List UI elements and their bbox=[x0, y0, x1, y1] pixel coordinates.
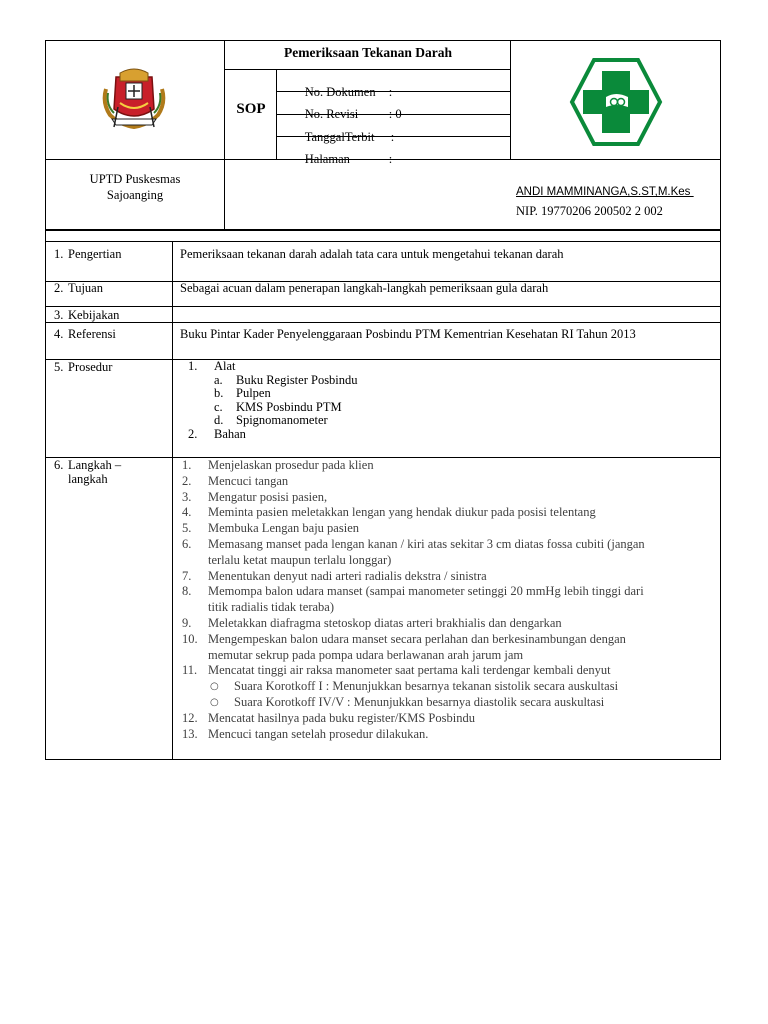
step-number: 4. bbox=[182, 505, 192, 520]
document-title: Pemeriksaan Tekanan Darah bbox=[283, 45, 453, 60]
list-item-alat: 1. Alat bbox=[188, 359, 236, 373]
step-text: Mencatat tinggi air raksa manometer saat pertama kali terdengar kembali denyut bbox=[208, 663, 611, 678]
step-text: memutar sekrup pada pompa udara berlawanan arah jarum jam bbox=[208, 647, 524, 662]
list-item-bahan: 2. Bahan bbox=[188, 426, 246, 441]
meta-halaman: Halaman : bbox=[304, 152, 393, 166]
step-text: Mencatat hasilnya pada buku register/KMS Posbindu bbox=[208, 710, 475, 725]
step-number: 10. bbox=[182, 631, 198, 646]
step-number: 13. bbox=[182, 726, 198, 741]
step-number: 6. bbox=[182, 536, 192, 551]
step-number: 9. bbox=[182, 615, 192, 630]
regional-emblem-icon bbox=[98, 63, 170, 133]
step-number: 12. bbox=[182, 710, 198, 725]
step-text: Mengatur posisi pasien, bbox=[208, 489, 328, 504]
step-text: terlalu ketat maupun terlalu longgar) bbox=[208, 552, 392, 567]
label-pengertian: 1. Pengertian bbox=[54, 247, 122, 261]
puskesmas-logo-icon bbox=[568, 57, 664, 147]
step-text: Meletakkan diafragma stetoskop diatas arteri brakhialis dan dengarkan bbox=[208, 615, 562, 630]
text-pengertian: Pemeriksaan tekanan darah adalah tata cara untuk mengetahui tekanan darah bbox=[180, 247, 564, 261]
step-number: 5. bbox=[182, 521, 192, 536]
signer-nip: NIP. 19770206 200502 2 002 bbox=[516, 204, 663, 218]
circle-bullet-icon: ○ bbox=[210, 681, 219, 693]
step-item bbox=[182, 616, 645, 632]
step-item bbox=[182, 632, 645, 664]
step-text: Meminta pasien meletakkan lengan yang hendak diukur pada posisi telentang bbox=[208, 505, 596, 520]
step-number: 1. bbox=[182, 458, 192, 472]
list-item: a. Buku Register Posbindu bbox=[214, 372, 358, 387]
meta-tanggal-terbit: TanggalTerbit : bbox=[304, 130, 395, 144]
step-text: Menjelaskan prosedur pada klien bbox=[208, 458, 374, 472]
step-item bbox=[182, 474, 645, 490]
circle-bullet-icon: ○ bbox=[210, 696, 219, 708]
step-text: Mencuci tangan bbox=[208, 473, 289, 488]
step-item bbox=[182, 537, 645, 569]
step-number: 3. bbox=[182, 489, 192, 504]
sop-label: SOP bbox=[236, 101, 266, 117]
step-number: 7. bbox=[182, 568, 192, 583]
label-tujuan: 2. Tujuan bbox=[54, 281, 103, 295]
list-item: c. KMS Posbindu PTM bbox=[214, 399, 342, 414]
text-tujuan: Sebagai acuan dalam penerapan langkah-langkah pemeriksaan gula darah bbox=[180, 281, 549, 295]
step-item bbox=[182, 458, 645, 474]
list-item: d. Spignomanometer bbox=[214, 413, 328, 427]
step-subitem bbox=[182, 679, 645, 695]
langkah-steps-list bbox=[182, 458, 645, 742]
step-text: Mengempeskan balon udara manset secara perlahan dan berkesinambungan dengan bbox=[208, 631, 626, 646]
step-item bbox=[182, 505, 645, 521]
meta-no-revisi: No. Revisi : 0 bbox=[304, 107, 402, 121]
step-subitem-text: Suara Korotkoff I : Menunjukkan besarnya tekanan sistolik secara auskultasi bbox=[234, 679, 619, 694]
step-subitem-text: Suara Korotkoff IV/V : Menunjukkan besarnya diastolik secara auskultasi bbox=[234, 694, 605, 709]
step-item bbox=[182, 569, 645, 585]
step-item bbox=[182, 711, 645, 727]
list-item: b. Pulpen bbox=[214, 386, 271, 400]
step-item bbox=[182, 584, 645, 616]
prosedur-list bbox=[182, 360, 358, 441]
step-item bbox=[182, 490, 645, 506]
text-referensi: Buku Pintar Kader Penyelenggaraan Posbindu PTM Kementrian Kesehatan RI Tahun 2013 bbox=[180, 327, 636, 341]
step-text: Memompa balon udara manset (sampai manometer setinggi 20 mmHg lebih tinggi dari bbox=[208, 584, 644, 599]
step-item bbox=[182, 521, 645, 537]
label-referensi: 4. Referensi bbox=[54, 327, 116, 341]
signer-name: ANDI MAMMINANGA,S.ST,M.Kes bbox=[516, 186, 694, 198]
step-text: Mencuci tangan setelah prosedur dilakukan. bbox=[208, 726, 429, 741]
sop-header bbox=[45, 40, 721, 230]
step-text: Membuka Lengan baju pasien bbox=[208, 521, 359, 536]
step-text: titik radialis tidak teraba) bbox=[208, 600, 334, 615]
label-prosedur: 5. Prosedur bbox=[54, 360, 113, 374]
step-number: 11. bbox=[182, 663, 198, 678]
step-text: Memasang manset pada lengan kanan / kiri atas sekitar 3 cm diatas fossa cubiti (jangan bbox=[208, 536, 645, 551]
label-kebijakan: 3. Kebijakan bbox=[54, 308, 120, 322]
label-langkah: 6. Langkah – langkah bbox=[54, 458, 122, 486]
step-text: Menentukan denyut nadi arteri radialis dekstra / sinistra bbox=[208, 568, 487, 583]
sop-content-table bbox=[45, 230, 721, 760]
meta-no-dokumen: No. Dokumen : bbox=[304, 85, 393, 99]
step-number: 8. bbox=[182, 584, 192, 599]
step-number: 2. bbox=[182, 473, 192, 488]
organization-name: UPTD Puskesmas Sajoanging bbox=[89, 172, 181, 202]
step-item bbox=[182, 663, 645, 679]
step-subitem bbox=[182, 695, 645, 711]
step-item bbox=[182, 727, 645, 743]
